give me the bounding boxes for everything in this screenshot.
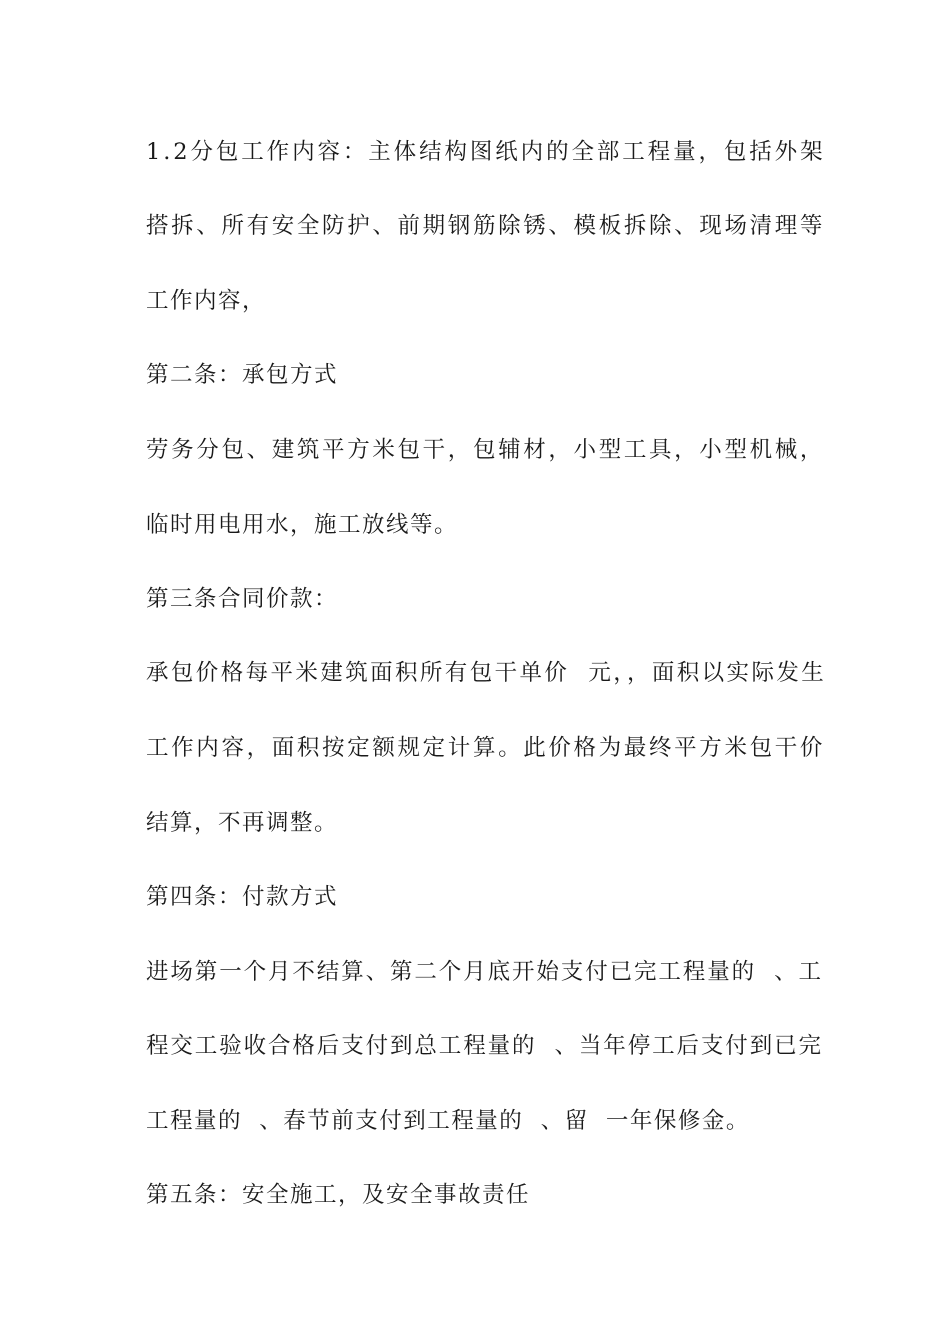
paragraph-line: 进场第一个月不结算、第二个月底开始支付已完工程量的 、工: [146, 959, 823, 985]
section-heading: 第二条：承包方式: [146, 362, 339, 388]
section-heading: 第四条：付款方式: [146, 884, 339, 910]
paragraph-line: 工作内容，: [146, 288, 267, 314]
paragraph-line: 劳务分包、建筑平方米包干，包辅材，小型工具，小型机械，: [146, 437, 826, 463]
section-heading: 第五条：安全施工，及安全事故责任: [146, 1182, 531, 1208]
paragraph-line: 临时用电用水，施工放线等。: [146, 512, 459, 538]
paragraph-line: 搭拆、所有安全防护、前期钢筋除锈、模板拆除、现场清理等: [146, 213, 826, 239]
paragraph-line: 1.2分包工作内容：主体结构图纸内的全部工程量，包括外架: [146, 139, 826, 165]
paragraph-line: 工作内容，面积按定额规定计算。此价格为最终平方米包干价: [146, 735, 826, 761]
paragraph-line: 工程量的 、春节前支付到工程量的 、留 一年保修金。: [146, 1108, 750, 1134]
paragraph-line: 结算，不再调整。: [146, 810, 339, 836]
section-heading: 第三条合同价款：: [146, 586, 339, 612]
paragraph-line: 承包价格每平米建筑面积所有包干单价 元，，面积以实际发生: [146, 660, 827, 686]
paragraph-line: 程交工验收合格后支付到总工程量的 、当年停工后支付到已完: [146, 1033, 823, 1059]
